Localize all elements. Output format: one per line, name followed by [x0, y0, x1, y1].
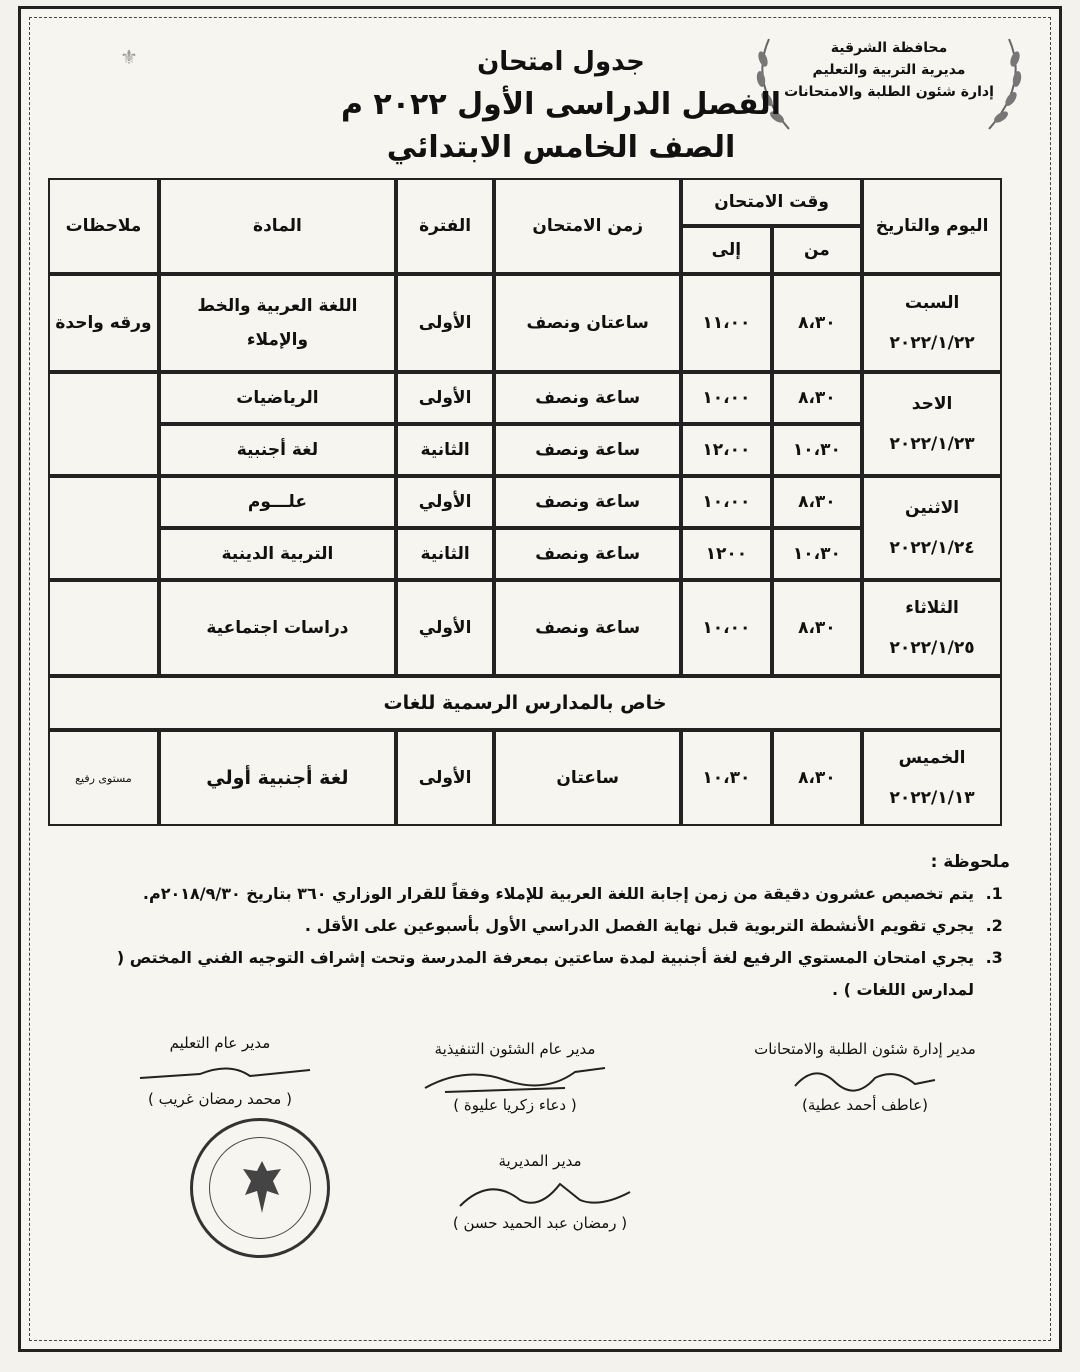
signature-role: مدير إدارة شئون الطلبة والامتحانات: [754, 1040, 976, 1058]
notes-section: [50, 846, 1010, 1006]
time-to: ١٠،٠٠: [681, 372, 772, 424]
time-from: ١٠،٣٠: [772, 424, 863, 476]
header-day-date: اليوم والتاريخ: [862, 178, 1002, 274]
exam-subject: لغة أجنبية أولي: [159, 730, 396, 826]
exam-note: [48, 580, 159, 676]
signature-executive-affairs: [380, 1040, 650, 1114]
header-from: من: [772, 226, 863, 274]
day-name: الثلاثاء: [905, 598, 959, 618]
official-stamp-icon: [190, 1118, 330, 1258]
exam-note: مستوى رفيع: [48, 730, 159, 826]
languages-banner-row: [48, 676, 1002, 730]
page-title: جدول امتحان: [477, 47, 645, 77]
day-date: ٢٠٢٢/١/٢٤: [889, 538, 975, 558]
exam-period: الأولى: [396, 730, 494, 826]
time-from: ٨،٣٠: [772, 274, 863, 372]
signature-name: ( دعاء زكريا عليوة ): [453, 1096, 577, 1114]
table-row: [48, 274, 1002, 372]
exam-period: الثانية: [396, 528, 494, 580]
handwritten-signature-icon: [380, 1058, 650, 1096]
signature-name: (عاطف أحمد عطية): [801, 1096, 929, 1114]
table-row: [48, 424, 1002, 476]
signature-directorate: [420, 1152, 660, 1232]
signature-name: ( محمد رمضان غريب ): [148, 1090, 292, 1108]
day-date: ٢٠٢٢/١/٢٥: [889, 638, 975, 658]
day-cell: [862, 372, 1002, 476]
exam-duration: ساعتان: [494, 730, 681, 826]
time-to: ١٠،٣٠: [681, 730, 772, 826]
time-from: ٨،٣٠: [772, 372, 863, 424]
day-name: الاحد: [911, 394, 953, 414]
grade-title: الصف الخامس الابتدائي: [386, 130, 736, 165]
exam-schedule-table: [48, 178, 1002, 826]
table-row: [48, 528, 1002, 580]
languages-banner: خاص بالمدارس الرسمية للغات: [48, 676, 1002, 730]
signature-students-affairs: [700, 1040, 1030, 1114]
exam-duration: ساعة ونصف: [494, 424, 681, 476]
day-date: ٢٠٢٢/١/١٣: [889, 788, 975, 808]
time-from: ٨،٣٠: [772, 580, 863, 676]
eagle-emblem-icon: [229, 1155, 295, 1221]
directorate-name: مديرية التربية والتعليم: [812, 62, 966, 78]
signature-role: مدير المديرية: [498, 1152, 582, 1170]
day-cell: [862, 476, 1002, 580]
table-row: [48, 372, 1002, 424]
governorate-name: محافظة الشرقية: [830, 40, 948, 56]
day-name: الاثنين: [905, 498, 960, 518]
time-from: ٨،٣٠: [772, 730, 863, 826]
exam-duration: ساعة ونصف: [494, 476, 681, 528]
exam-note: [48, 372, 159, 476]
day-date: ٢٠٢٢/١/٢٣: [889, 434, 975, 454]
table-header-row: [48, 178, 1002, 226]
term-title: الفصل الدراسى الأول ٢٠٢٢ م: [340, 87, 782, 122]
note-item: 3. يجري امتحان المستوي الرفيع لغة أجنبية لمدة ساعتين بمعرفة المدرسة وتحت إشراف التوجيه الفني المختص ( لمدارس اللغات ) .: [50, 942, 980, 1006]
exam-period: الأولي: [396, 580, 494, 676]
exam-duration: ساعة ونصف: [494, 580, 681, 676]
time-from: ٨،٣٠: [772, 476, 863, 528]
time-to: ١٢٠٠: [681, 528, 772, 580]
handwritten-signature-icon: [110, 1052, 330, 1090]
day-cell: [862, 730, 1002, 826]
note-item: 2. يجري تقويم الأنشطة التربوية قبل نهاية الفصل الدراسي الأول بأسبوعين على الأقل .: [50, 910, 980, 942]
time-to: ١١،٠٠: [681, 274, 772, 372]
time-from: ١٠،٣٠: [772, 528, 863, 580]
handwritten-signature-icon: [420, 1170, 660, 1214]
exam-subject: دراسات اجتماعية: [159, 580, 396, 676]
day-name: السبت: [904, 293, 960, 313]
exam-duration: ساعة ونصف: [494, 528, 681, 580]
exam-duration: ساعة ونصف: [494, 372, 681, 424]
header-subject: المادة: [159, 178, 396, 274]
title-block: [321, 47, 801, 165]
time-to: ١٢،٠٠: [681, 424, 772, 476]
day-date: ٢٠٢٢/١/٢٢: [889, 333, 975, 353]
exam-subject: علـــوم: [159, 476, 396, 528]
note-item: 1. يتم تخصيص عشرون دقيقة من زمن إجابة اللغة العربية للإملاء وفقاً للقرار الوزاري ٣٦٠ بتاريخ ٢٠١٨/٩/٣٠م.: [50, 878, 980, 910]
day-name: الخميس: [898, 748, 966, 768]
signature-role: مدير عام الشئون التنفيذية: [434, 1040, 596, 1058]
exam-period: الأولى: [396, 274, 494, 372]
exam-subject: لغة أجنبية: [159, 424, 396, 476]
header-notes: ملاحظات: [48, 178, 159, 274]
header-to: إلى: [681, 226, 772, 274]
signature-role: مدير عام التعليم: [169, 1034, 271, 1052]
signature-name: ( رمضان عبد الحميد حسن ): [452, 1214, 628, 1232]
exam-subject: الرياضيات: [159, 372, 396, 424]
signature-education: [110, 1034, 330, 1108]
department-name: إدارة شئون الطلبة والامتحانات: [784, 84, 994, 100]
table-row: [48, 580, 1002, 676]
exam-duration: ساعتان ونصف: [494, 274, 681, 372]
exam-note: ورقه واحدة: [48, 274, 159, 372]
day-cell: [862, 274, 1002, 372]
header-duration: زمن الامتحان: [494, 178, 681, 274]
notes-label: ملحوظة :: [930, 852, 1010, 872]
time-to: ١٠،٠٠: [681, 580, 772, 676]
handwritten-signature-icon: [700, 1058, 1030, 1096]
header-period: الفترة: [396, 178, 494, 274]
exam-period: الأولى: [396, 372, 494, 424]
exam-subject: التربية الدينية: [159, 528, 396, 580]
faded-logo-icon: ⚜: [120, 45, 138, 69]
exam-period: الأولي: [396, 476, 494, 528]
header-exam-time: وقت الامتحان: [681, 178, 862, 226]
table-row: [48, 476, 1002, 528]
day-cell: [862, 580, 1002, 676]
time-to: ١٠،٠٠: [681, 476, 772, 528]
exam-period: الثانية: [396, 424, 494, 476]
table-row: [48, 730, 1002, 826]
exam-note: [48, 476, 159, 580]
exam-subject: اللغة العربية والخط والإملاء: [159, 274, 396, 372]
